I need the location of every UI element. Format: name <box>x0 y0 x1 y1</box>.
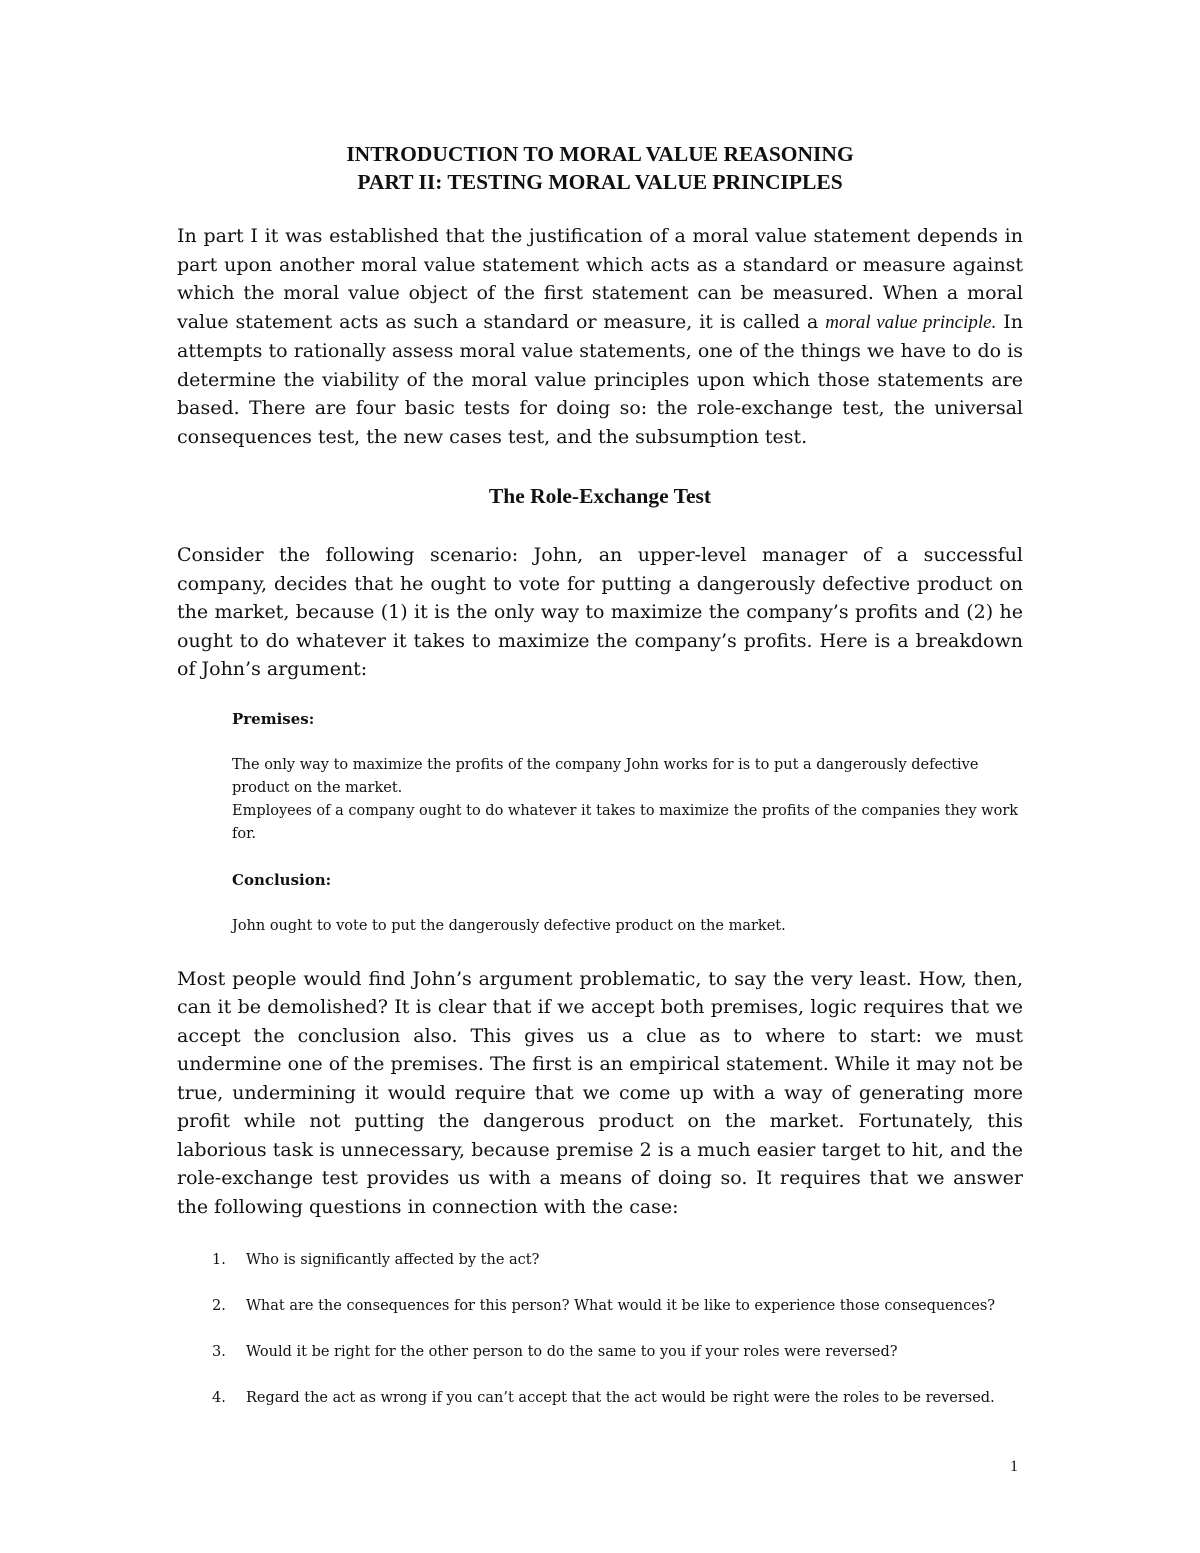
list-item-text: Regard the act as wrong if you can’t accept that the act would be right were the roles to be reversed. <box>246 1390 995 1406</box>
list-item <box>212 1296 1023 1316</box>
intro-paragraph <box>177 222 1023 451</box>
title-line-1: INTRODUCTION TO MORAL VALUE REASONING <box>346 142 854 166</box>
list-item-text: What are the consequences for this person? What would it be like to experience those consequences? <box>246 1298 996 1314</box>
list-item-number: 1. <box>212 1252 226 1268</box>
list-item-text: Who is significantly affected by the act? <box>246 1252 540 1268</box>
scenario-paragraph: Consider the following scenario: John, an upper-level manager of a successful company, decides that he ought to vote for putting a dangerously defective product on the market, because (1) it is the only way to maximize the company’s profits and (2) he ought to do whatever it takes to maximize the company’s profits. Here is a breakdown of John’s argument: <box>177 544 1023 680</box>
list-item-number: 4. <box>212 1390 226 1406</box>
list-item-number: 3. <box>212 1344 226 1360</box>
premises-list <box>232 754 1023 846</box>
premise-item: The only way to maximize the profits of the company John works for is to put a dangerously defective product on the market. <box>232 756 979 796</box>
conclusion-item: John ought to vote to put the dangerously defective product on the market. <box>232 917 786 934</box>
conclusion-block <box>232 915 1023 938</box>
list-item-number: 2. <box>212 1298 226 1314</box>
intro-key-term: moral value principle. <box>825 311 997 333</box>
premise-item: Employees of a company ought to do whatever it takes to maximize the profits of the companies they work for. <box>232 802 1019 842</box>
questions-list <box>212 1250 1023 1408</box>
conclusion-label: Conclusion: <box>232 870 332 889</box>
analysis-paragraph: Most people would find John’s argument problematic, to say the very least. How, then, can it be demolished? It is clear that if we accept both premises, logic requires that we accept the conclusion also. This gives us a clue as to where to start: we must undermine one of the premises. The first is an empirical statement. While it may not be true, undermining it would require that we come up with a way of generating more profit while not putting the dangerous product on the market. Fortunately, this laborious task is unnecessary, because premise 2 is a much easier target to hit, and the role-exchange test provides us with a means of doing so. It requires that we answer the following questions in connection with the case: <box>177 967 1023 1218</box>
list-item <box>212 1388 1023 1408</box>
intro-text-end: In attempts to rationally assess moral value statements, one of the things we have to do is determine the viability of the moral value principles upon which those statements are based. There are four basic tests for doing so: the role-exchange test, the universal consequences test, the new cases test, and the subsumption test. <box>177 310 1023 448</box>
document-title <box>177 140 1023 196</box>
argument-breakdown <box>232 708 1023 938</box>
title-line-2: PART II: TESTING MORAL VALUE PRINCIPLES <box>357 170 843 194</box>
list-item <box>212 1342 1023 1362</box>
document-page <box>177 140 1023 1434</box>
page-number: 1 <box>1010 1458 1018 1475</box>
list-item-text: Would it be right for the other person to do the same to you if your roles were reversed? <box>246 1344 898 1360</box>
premises-label: Premises: <box>232 709 315 728</box>
intro-text-start: In part I it was established that the justification of a moral value statement depends in part upon another moral value statement which acts as a standard or measure against which the moral value object of the first statement can be measured. When a moral value statement acts as such a standard or measure, it is called a <box>177 225 1023 333</box>
section-heading: The Role-Exchange Test <box>488 484 712 508</box>
list-item <box>212 1250 1023 1270</box>
